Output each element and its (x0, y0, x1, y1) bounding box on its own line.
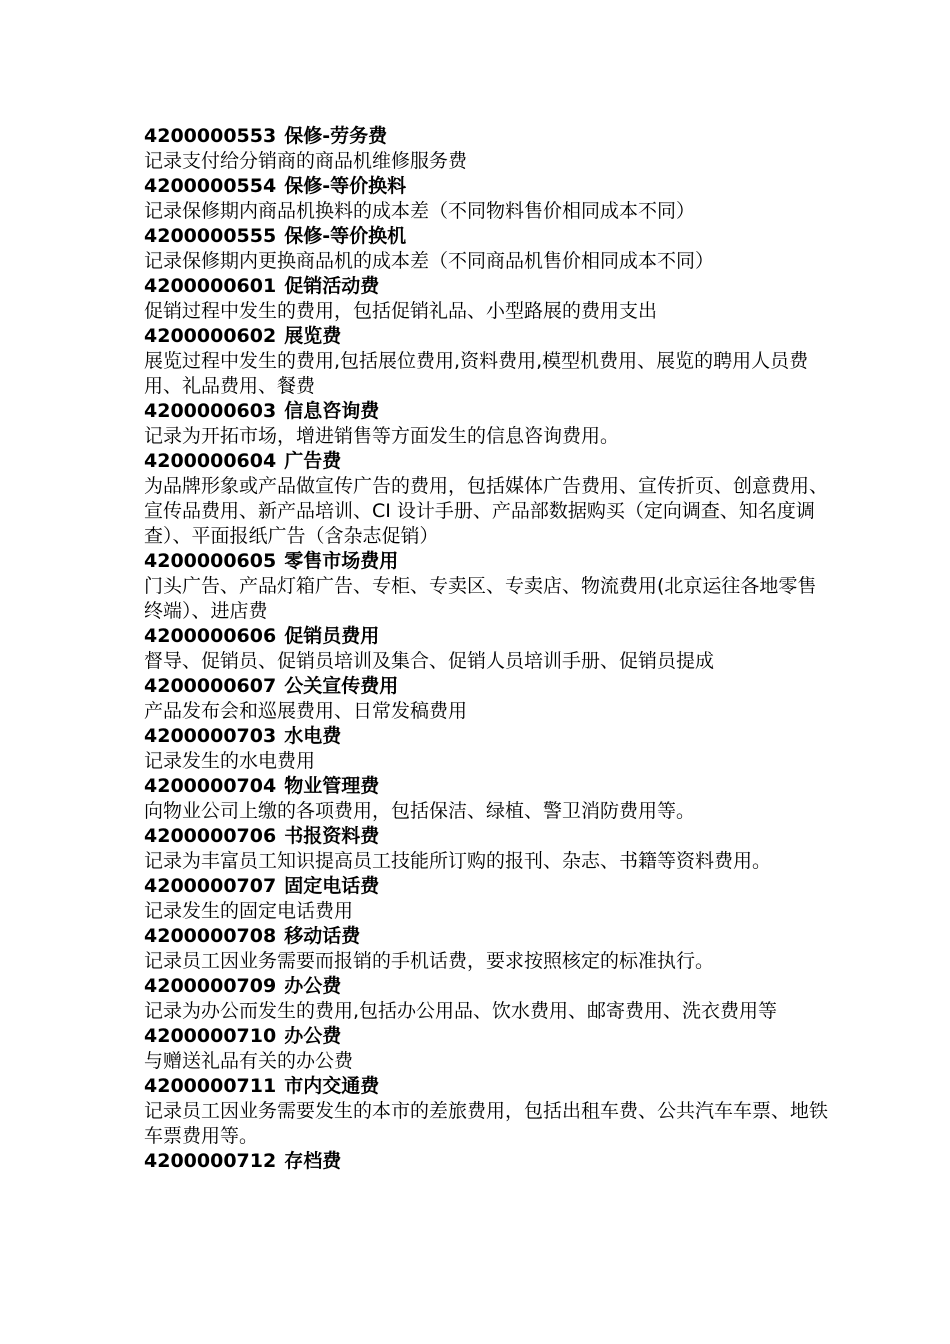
account-name: 零售市场费用 (284, 550, 399, 572)
account-description: 记录为丰富员工知识提高员工技能所订购的报刊、杂志、书籍等资料费用。 (144, 850, 772, 872)
account-entry (144, 674, 834, 724)
account-description: 督导、促销员、促销员培训及集合、促销人员培训手册、促销员提成 (144, 650, 715, 672)
account-name: 广告费 (284, 450, 342, 472)
account-code: 4200000603 (144, 400, 277, 422)
account-entry (144, 124, 834, 174)
account-name: 保修-劳务费 (284, 125, 388, 147)
account-description: 为品牌形象或产品做宣传广告的费用，包括媒体广告费用、宣传折页、创意费用、宣传品费用、新产品培训、CI 设计手册、产品部数据购买（定向调查、知名度调查）、平面报纸广告（含杂志促销） (144, 475, 829, 547)
account-code: 4200000606 (144, 625, 277, 647)
account-heading (144, 399, 834, 424)
account-code: 4200000704 (144, 775, 277, 797)
account-heading (144, 1074, 834, 1099)
account-name: 移动话费 (284, 925, 361, 947)
account-code: 4200000712 (144, 1150, 277, 1172)
account-description: 记录保修期内商品机换料的成本差（不同物料售价相同成本不同） (144, 200, 696, 222)
account-name: 物业管理费 (284, 775, 380, 797)
account-entry (144, 624, 834, 674)
account-name: 固定电话费 (284, 875, 380, 897)
account-entry (144, 824, 834, 874)
account-description: 产品发布会和巡展费用、日常发稿费用 (144, 700, 468, 722)
account-heading (144, 1149, 834, 1174)
account-heading (144, 924, 834, 949)
account-description: 促销过程中发生的费用，包括促销礼品、小型路展的费用支出 (144, 300, 658, 322)
account-entry (144, 1024, 834, 1074)
account-description: 展览过程中发生的费用,包括展位费用,资料费用,模型机费用、展览的聘用人员费用、礼品费用、餐费 (144, 350, 809, 397)
account-heading (144, 324, 834, 349)
account-heading (144, 824, 834, 849)
account-description: 记录为开拓市场，增进销售等方面发生的信息咨询费用。 (144, 425, 620, 447)
account-heading (144, 724, 834, 749)
account-entry (144, 174, 834, 224)
account-heading (144, 274, 834, 299)
account-code: 4200000605 (144, 550, 277, 572)
account-entry (144, 449, 834, 549)
account-description: 记录为办公而发生的费用,包括办公用品、饮水费用、邮寄费用、洗衣费用等 (144, 1000, 778, 1022)
account-description: 记录支付给分销商的商品机维修服务费 (144, 150, 468, 172)
account-description: 记录员工因业务需要而报销的手机话费，要求按照核定的标准执行。 (144, 950, 715, 972)
account-name: 办公费 (284, 975, 342, 997)
account-entry (144, 1149, 834, 1174)
account-entry (144, 724, 834, 774)
account-description: 记录员工因业务需要发生的本市的差旅费用，包括出租车费、公共汽车车票、地铁车票费用等。 (144, 1100, 829, 1147)
account-entry (144, 224, 834, 274)
account-code: 4200000601 (144, 275, 277, 297)
account-entry (144, 774, 834, 824)
account-heading (144, 224, 834, 249)
account-heading (144, 874, 834, 899)
account-code: 4200000554 (144, 175, 277, 197)
account-name: 保修-等价换机 (284, 225, 407, 247)
account-heading (144, 1024, 834, 1049)
account-heading (144, 974, 834, 999)
account-name: 促销活动费 (284, 275, 380, 297)
account-heading (144, 449, 834, 474)
account-description: 门头广告、产品灯箱广告、专柜、专卖区、专卖店、物流费用(北京运往各地零售终端）、进店费 (144, 575, 817, 622)
account-code: 4200000709 (144, 975, 277, 997)
account-description: 记录发生的固定电话费用 (144, 900, 354, 922)
account-code: 4200000703 (144, 725, 277, 747)
account-name: 促销员费用 (284, 625, 380, 647)
account-code: 4200000555 (144, 225, 277, 247)
account-code: 4200000710 (144, 1025, 277, 1047)
account-heading (144, 774, 834, 799)
account-entry (144, 324, 834, 399)
account-code: 4200000553 (144, 125, 277, 147)
account-name: 展览费 (284, 325, 342, 347)
account-description: 记录发生的水电费用 (144, 750, 316, 772)
account-name: 书报资料费 (284, 825, 380, 847)
account-name: 保修-等价换料 (284, 175, 407, 197)
account-code: 4200000707 (144, 875, 277, 897)
account-heading (144, 674, 834, 699)
account-description: 记录保修期内更换商品机的成本差（不同商品机售价相同成本不同） (144, 250, 715, 272)
document-page (144, 124, 834, 1174)
account-name: 公关宣传费用 (284, 675, 399, 697)
account-entry (144, 974, 834, 1024)
account-name: 水电费 (284, 725, 342, 747)
account-entry (144, 1074, 834, 1149)
account-name: 市内交通费 (284, 1075, 380, 1097)
account-code: 4200000607 (144, 675, 277, 697)
account-description: 与赠送礼品有关的办公费 (144, 1050, 354, 1072)
account-heading (144, 174, 834, 199)
account-code: 4200000706 (144, 825, 277, 847)
account-heading (144, 124, 834, 149)
account-entry (144, 874, 834, 924)
account-code: 4200000708 (144, 925, 277, 947)
account-name: 存档费 (284, 1150, 342, 1172)
account-description: 向物业公司上缴的各项费用，包括保洁、绿植、警卫消防费用等。 (144, 800, 696, 822)
account-code: 4200000604 (144, 450, 277, 472)
account-code: 4200000711 (144, 1075, 277, 1097)
account-heading (144, 549, 834, 574)
account-code: 4200000602 (144, 325, 277, 347)
account-name: 信息咨询费 (284, 400, 380, 422)
account-heading (144, 624, 834, 649)
account-name: 办公费 (284, 1025, 342, 1047)
account-entry (144, 549, 834, 624)
account-entry (144, 399, 834, 449)
account-entry (144, 274, 834, 324)
account-entry (144, 924, 834, 974)
